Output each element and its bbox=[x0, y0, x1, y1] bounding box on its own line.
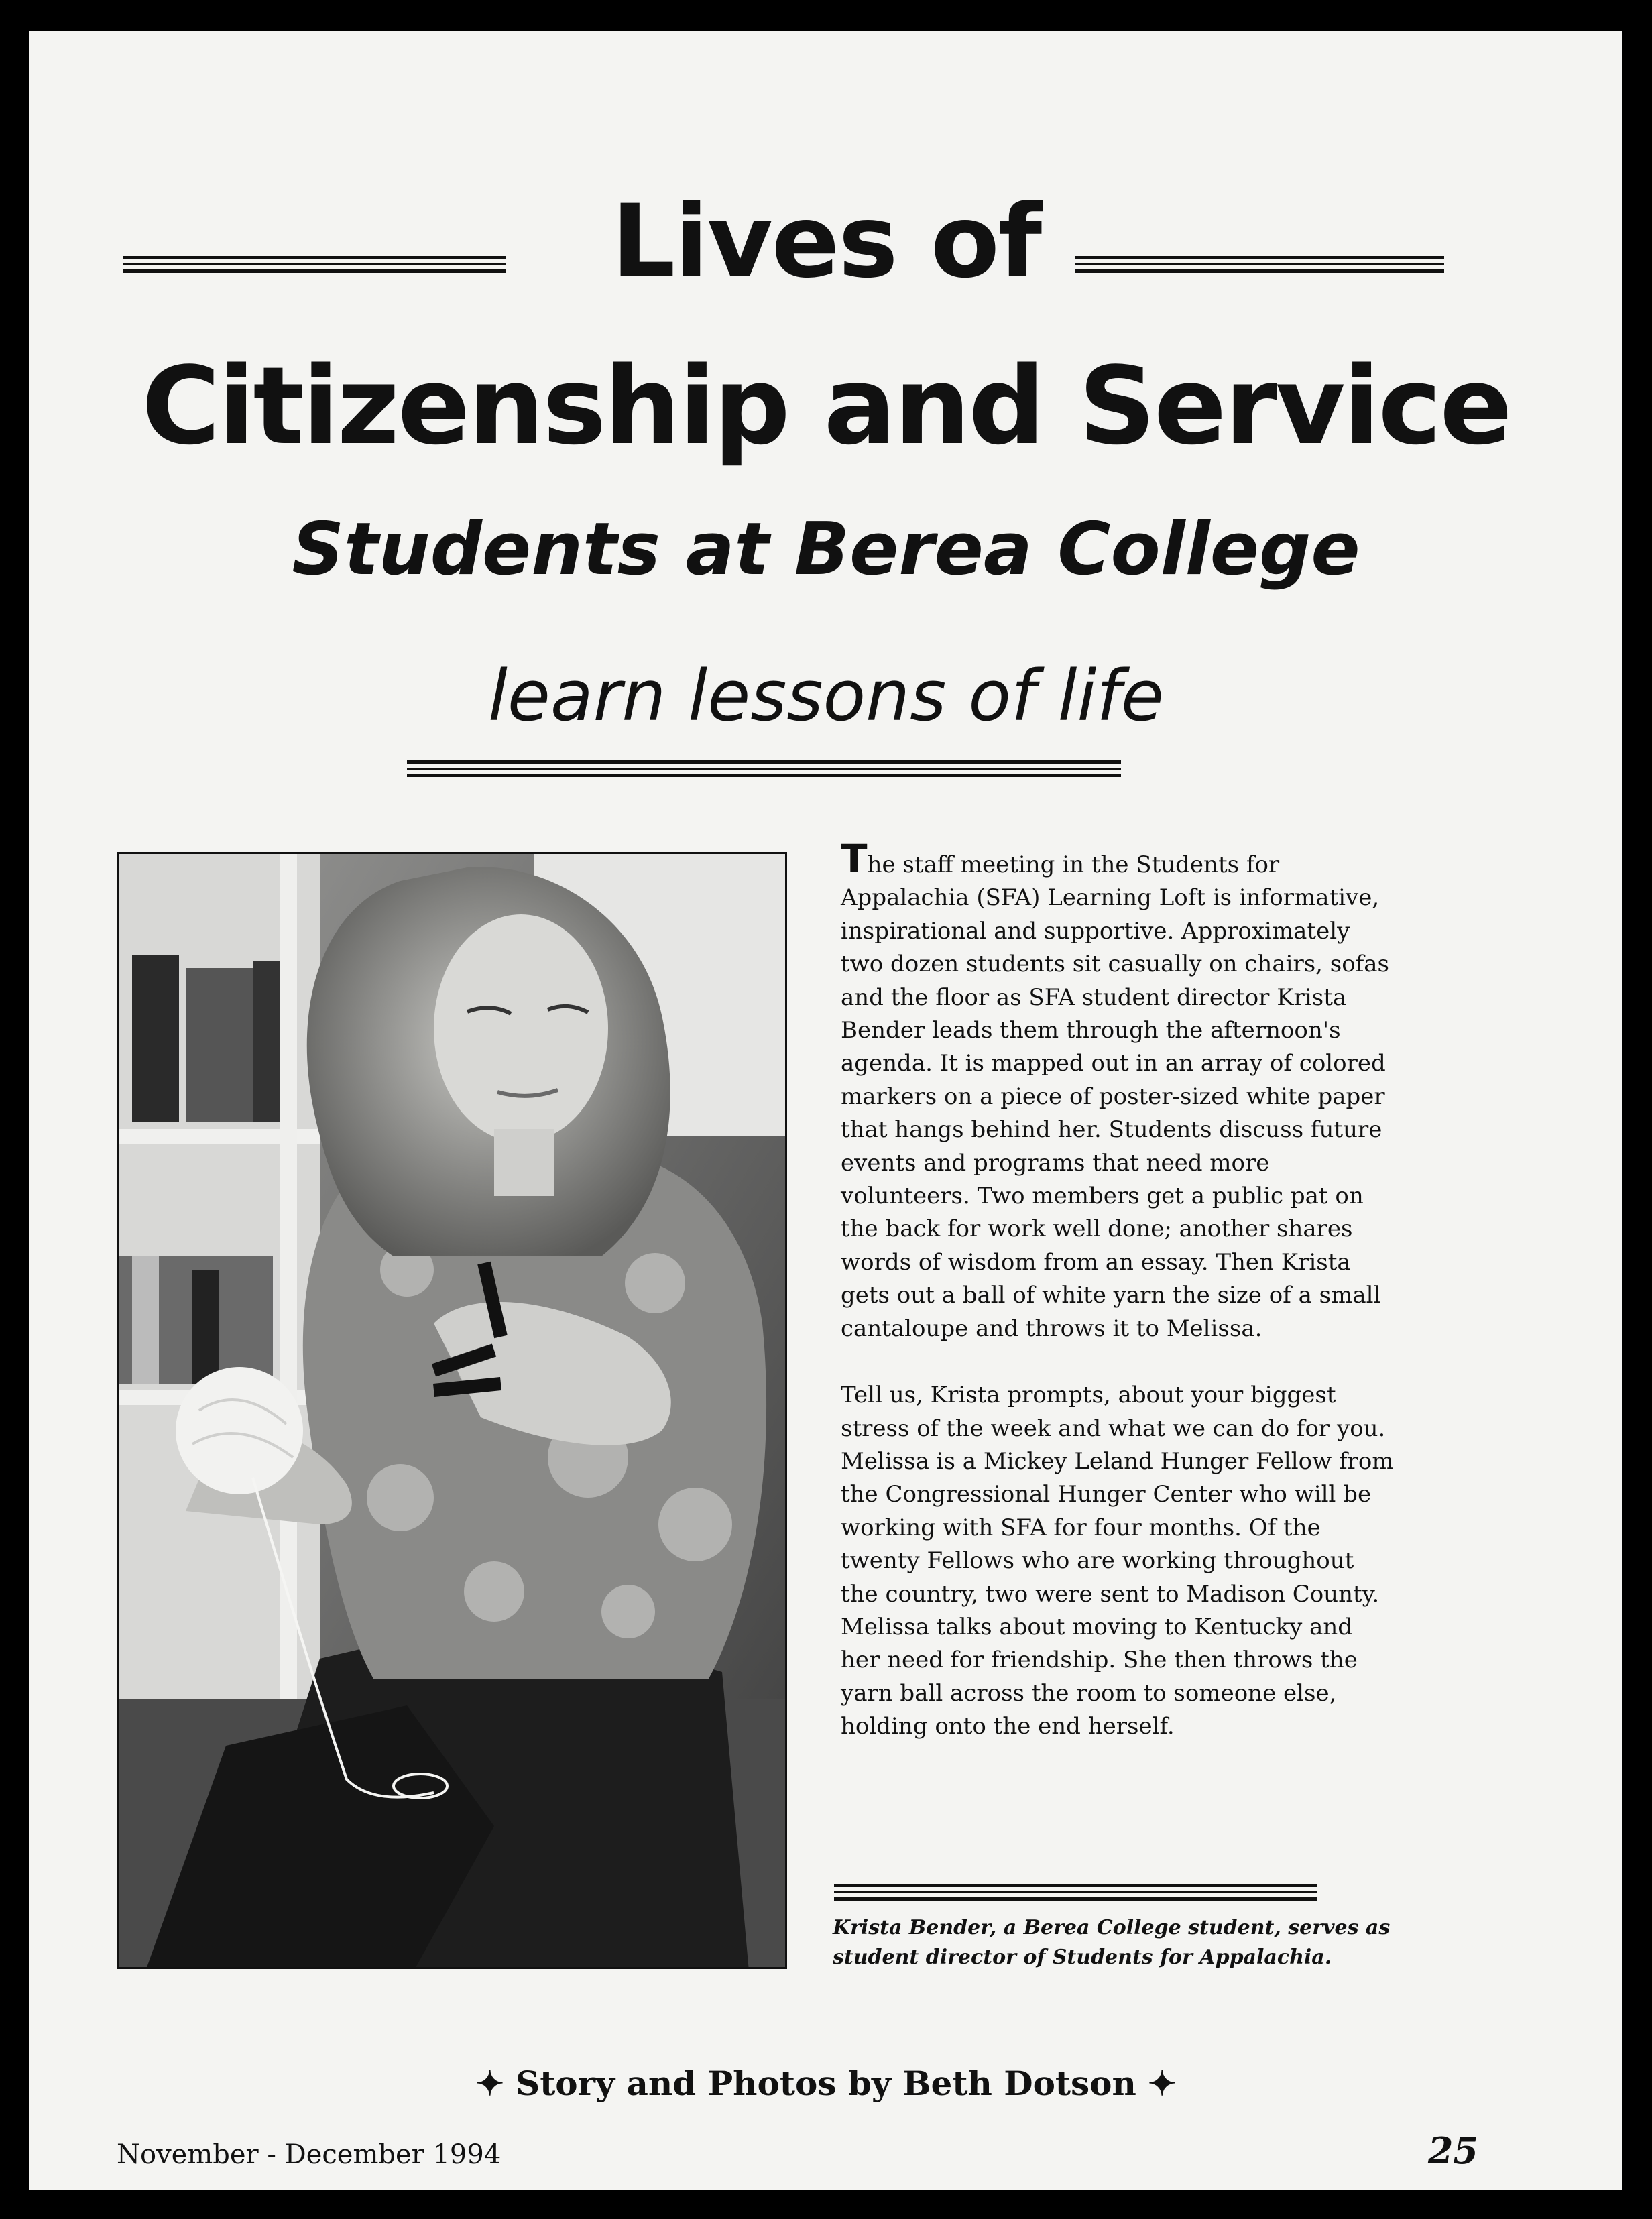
photo-caption: Krista Bender, a Berea College student, serves as student director of Students for Appalachia. bbox=[833, 1916, 1391, 1969]
photo-illustration bbox=[119, 854, 787, 1969]
caption-rule bbox=[834, 1884, 1317, 1905]
headline-line-1: Lives of bbox=[611, 184, 1041, 300]
story-credit: ✦ Story and Photos by Beth Dotson ✦ bbox=[475, 2063, 1177, 2103]
drop-cap: T bbox=[841, 836, 868, 882]
article-paragraph-2: Tell us, Krista prompts, about your biggest stress of the week and what we can do for you. Melissa is a Mickey Leland Hunger Fellow from the Congressional Hunger Center who will be working with SFA for four months. Of the twenty Fellows who are working throughout the country, two were sent to Madison County. Melissa talks about moving to Kentucky and her need for friendship. She then throws the yarn ball across the room to someone else, holding onto the end herself. bbox=[841, 1382, 1394, 1740]
subheadline-line-1: Students at Berea College bbox=[292, 507, 1360, 591]
subheadline-rule bbox=[407, 760, 1121, 781]
issue-date: November - December 1994 bbox=[117, 2139, 501, 2170]
article-body bbox=[841, 836, 1397, 1744]
article-paragraph-1 bbox=[841, 836, 1397, 1345]
magazine-page bbox=[30, 31, 1622, 2190]
paragraph-1-text: he staff meeting in the Students for Appalachia (SFA) Learning Loft is informative, inspirational and supportive. Approximately two dozen students sit casually on chairs, sofas and the floor as SFA student director Krista Bender leads them through the afternoon's agenda. It is mapped out in an array of colored markers on a piece of poster-sized white paper that hangs behind her. Students discuss future events and programs that need more volunteers. Two members get a public pat on the back for work well done; another shares words of wisdom from an essay. Then Krista gets out a ball of white yarn the size of a small cantaloupe and throws it to Melissa. bbox=[841, 851, 1390, 1342]
headline-line-2: Citizenship and Service bbox=[141, 343, 1511, 469]
subheadline-line-2: learn lessons of life bbox=[487, 655, 1165, 737]
article-photo bbox=[117, 852, 787, 1969]
page-number: 25 bbox=[1427, 2129, 1478, 2172]
